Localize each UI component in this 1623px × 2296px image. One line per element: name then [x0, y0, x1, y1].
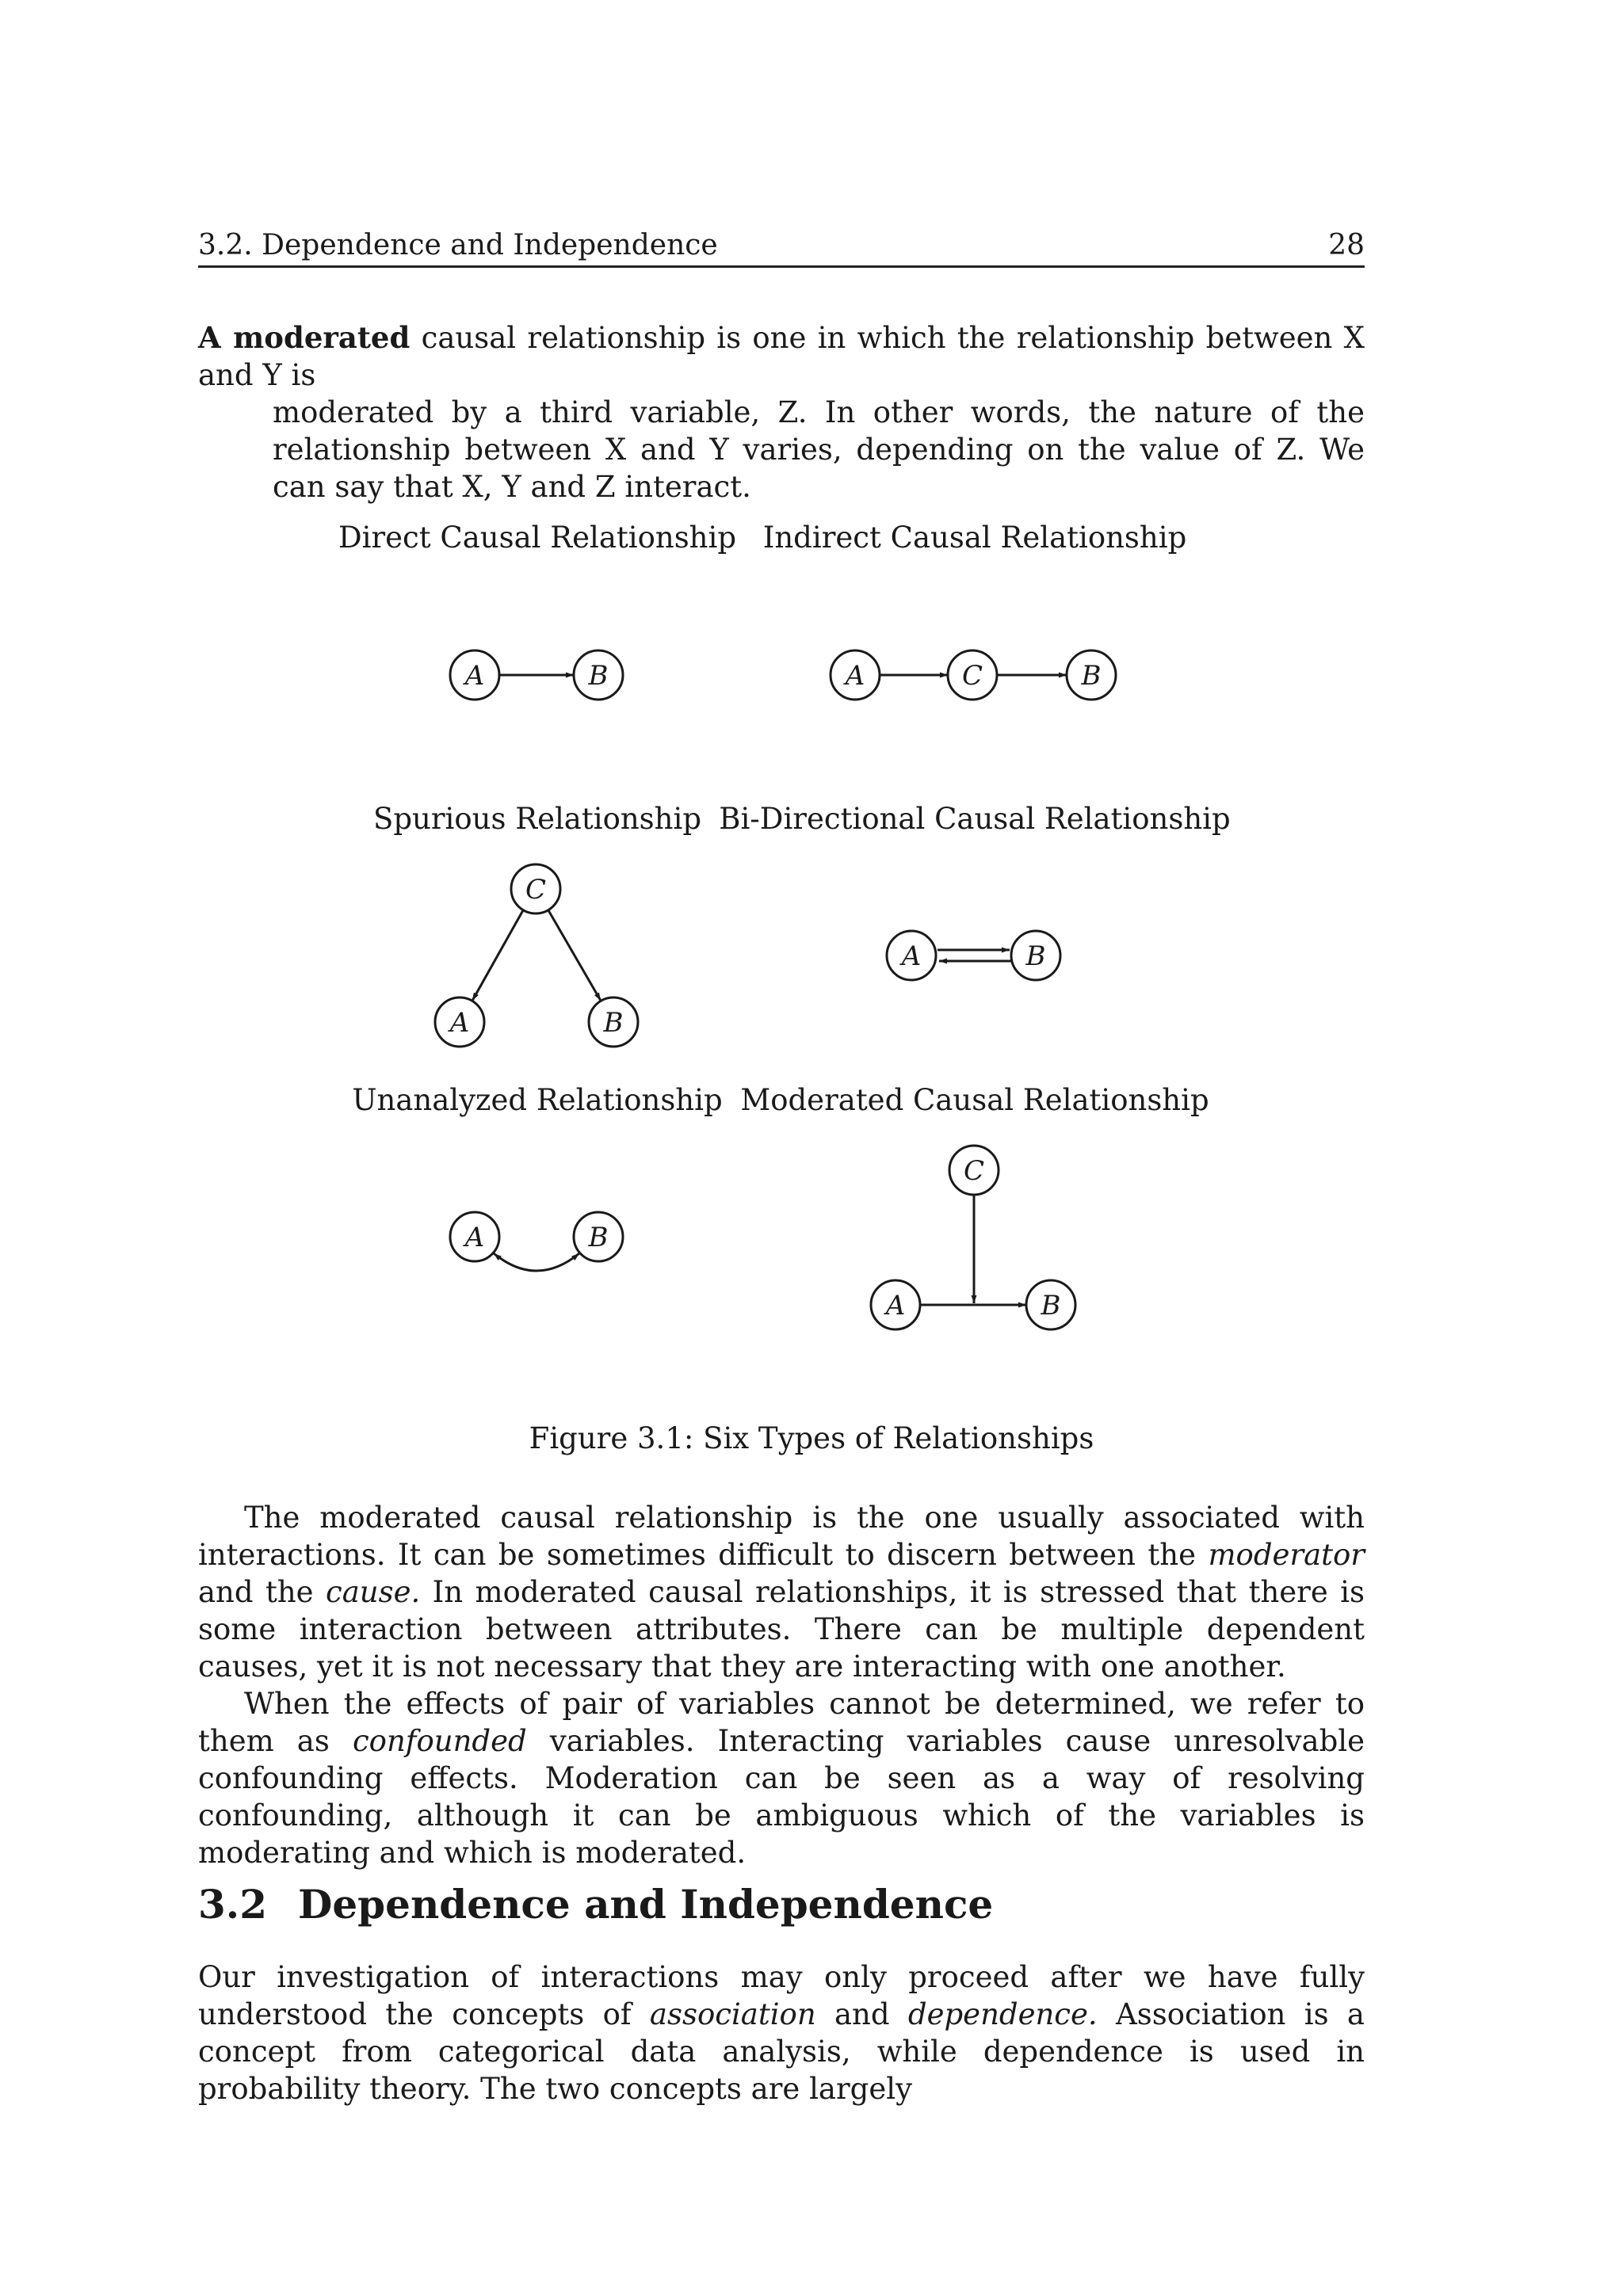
node-label-indirect-b: B: [1081, 660, 1102, 692]
body-paragraph-2: [198, 1685, 1365, 1871]
header-section-title: 3.2. Dependence and Independence: [198, 229, 718, 261]
panel-title-bidirectional: Bi-Directional Causal Relationship: [719, 802, 1231, 836]
panel-title-direct: Direct Causal Relationship: [338, 521, 737, 555]
node-label-direct-b: B: [588, 660, 609, 692]
node-label-spurious-a: A: [449, 1007, 470, 1039]
panel-title-spurious: Spurious Relationship: [372, 802, 702, 836]
p1-text-b: and the: [198, 1575, 326, 1609]
node-label-bidirectional-b: B: [1025, 940, 1046, 972]
diagram-bidirectional: [887, 931, 1060, 980]
s-text-c: Association is a concept from categorical data analysis, while dependence is used in probability theory. The two concepts are largely: [198, 1997, 1365, 2106]
s-text-b: and: [815, 1997, 908, 2031]
panel-title-indirect: Indirect Causal Relationship: [762, 521, 1187, 555]
node-label-indirect-c: C: [961, 660, 983, 692]
section-title: Dependence and Independence: [298, 1881, 994, 1928]
node-label-moderated-b: B: [1041, 1290, 1061, 1322]
edge-unanalyzed-a-b: [494, 1253, 579, 1271]
section-number: 3.2: [198, 1881, 267, 1928]
p2-text-b: variables. Interacting variables cause unresolvable confounding effects. Moderation can be seen as a way of resolving confounding, although it can be ambiguous which of the variables is moderating and which is moderated.: [198, 1724, 1365, 1870]
s-text-a: Our investigation of interactions may only proceed after we have fully understood the concepts of: [198, 1960, 1365, 2031]
node-label-indirect-a: A: [845, 660, 865, 692]
definition-continuation: moderated by a third variable, Z. In other words, the nature of the relationship between X and Y varies, depending on the value of Z. We can say that X, Y and Z interact.: [273, 395, 1365, 504]
diagram-moderated: [871, 1146, 1075, 1329]
definition-term: A moderated: [198, 320, 411, 355]
p2-confounded: confounded: [352, 1724, 527, 1758]
diagram-direct: [450, 650, 623, 700]
p1-text-a: The moderated causal relationship is the one usually associated with interactions. It can be sometimes difficult to discern between the: [198, 1501, 1365, 1572]
p1-text-c: In moderated causal relationships, it is stressed that there is some interaction between attributes. There can be multiple dependent causes, yet it is not necessary that they are interacting with one another.: [198, 1575, 1365, 1684]
node-label-spurious-c: C: [525, 874, 547, 906]
p1-cause: cause.: [326, 1575, 421, 1609]
p1-moderator: moderator: [1208, 1538, 1365, 1572]
s-association: association: [649, 1997, 816, 2031]
diagram-indirect: [831, 650, 1116, 700]
panel-title-unanalyzed: Unanalyzed Relationship: [352, 1083, 723, 1117]
edge-spurious-c-b: [548, 910, 601, 1001]
diagram-unanalyzed: [450, 1212, 623, 1271]
p2-text-a: When the effects of pair of variables cannot be determined, we refer to them as: [198, 1687, 1365, 1758]
node-label-unanalyzed-b: B: [588, 1222, 609, 1253]
node-label-moderated-a: A: [885, 1290, 906, 1322]
section-heading: [198, 1879, 1365, 1930]
figure-caption: Figure 3.1: Six Types of Relationships: [529, 1421, 1094, 1455]
definition-first-line: causal relationship is one in which the relationship between X and Y is: [198, 321, 1365, 392]
node-label-spurious-b: B: [603, 1007, 624, 1039]
section-body-paragraph: [198, 1958, 1365, 2107]
page-number: 28: [1328, 229, 1365, 261]
node-label-unanalyzed-a: A: [464, 1222, 485, 1253]
s-dependence: dependence.: [907, 1997, 1098, 2031]
node-label-moderated-c: C: [963, 1155, 985, 1187]
diagram-spurious: [435, 864, 638, 1047]
body-paragraph-1: [198, 1499, 1365, 1685]
node-label-direct-a: A: [464, 660, 485, 692]
panel-title-moderated: Moderated Causal Relationship: [740, 1083, 1209, 1117]
node-label-bidirectional-a: A: [901, 940, 922, 972]
edge-spurious-c-a: [472, 910, 523, 1001]
